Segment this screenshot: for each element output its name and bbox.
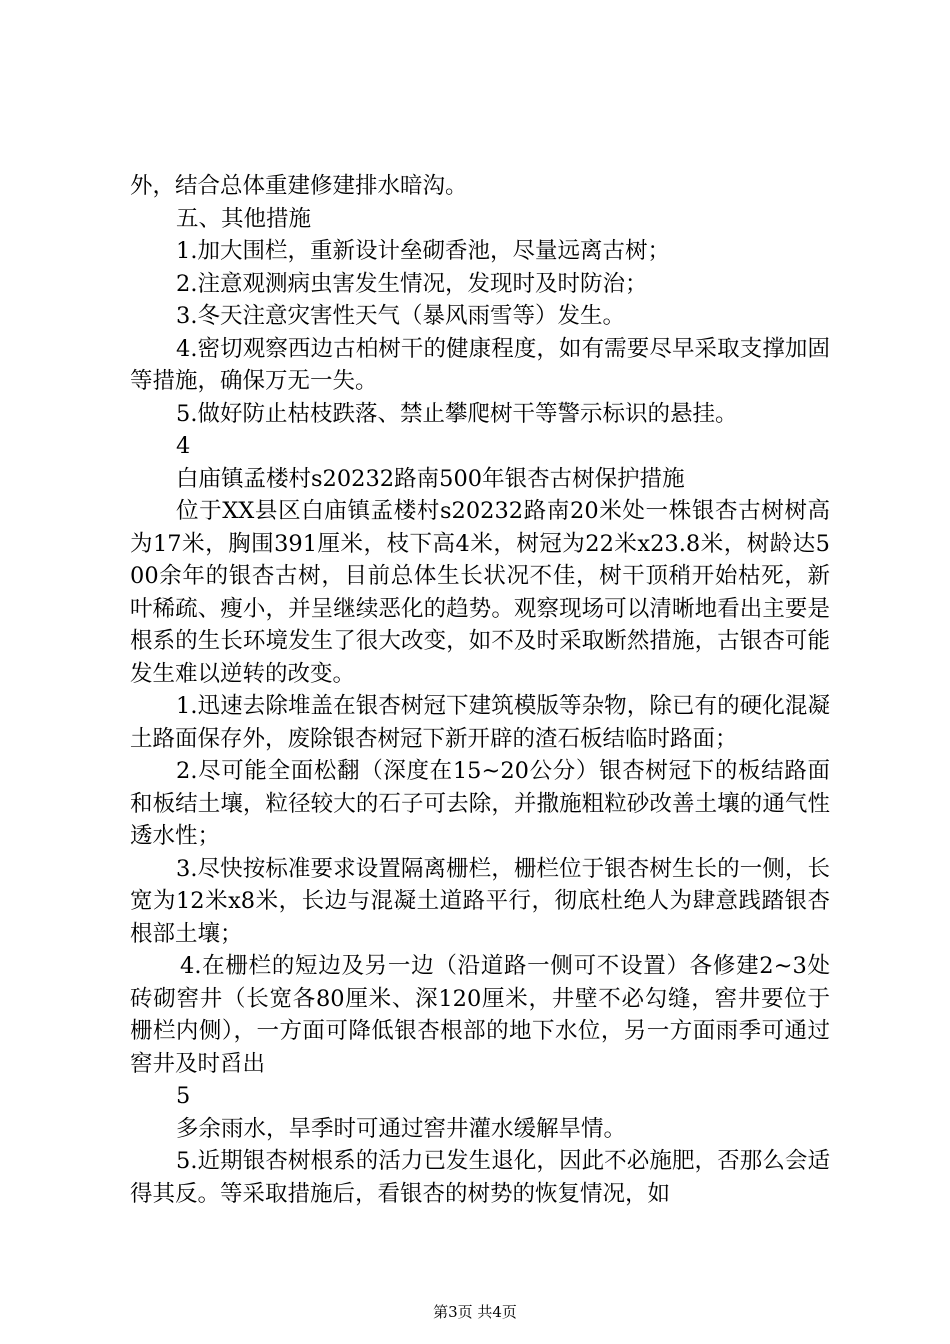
list-item: 2.尽可能全面松翻（深度在15~20公分）银杏树冠下的板结路面和板结土壤，粒径较大的石子可去除，并撒施粗粒砂改善土壤的通气性透水性； xyxy=(130,758,830,849)
page-footer xyxy=(0,1302,950,1322)
paragraph: 位于XX县区白庙镇孟楼村s20232路南20米处一株银杏古树树高为17米，胸围391厘米，枝下高4米，树冠为22米x23.8米，树龄达500余年的银杏古树，目前总体生长状况不佳，树干顶稍开始枯死，新叶稀疏、瘦小，并呈继续恶化的趋势。观察现场可以清晰地看出主要是根系的生长环境发生了很大改变，如不及时采取断然措施，古银杏可能发生难以逆转的改变。 xyxy=(130,498,830,687)
list-item: 1.迅速去除堆盖在银杏树冠下建筑模版等杂物，除已有的硬化混凝土路面保存外，废除银杏树冠下新开辟的渣石板结临时路面； xyxy=(130,693,830,752)
list-item: 1.加大围栏，重新设计垒砌香池，尽量远离古树； xyxy=(176,238,670,264)
page-indicator: 第3页 共4页 xyxy=(433,1303,517,1321)
list-item: 4.在栅栏的短边及另一边（沿道路一侧可不设置）各修建2~3处砖砌窖井（长宽各80厘米、深120厘米，井壁不必勾缝，窖井要位于栅栏内侧），一方面可降低银杏根部的地下水位，另一方面雨季可通过窖井及时舀出 xyxy=(130,953,830,1077)
list-item: 5.做好防止枯枝跌落、禁止攀爬树干等警示标识的悬挂。 xyxy=(176,400,738,427)
document-body xyxy=(130,170,830,1210)
section-number: 5 xyxy=(176,1083,191,1109)
list-item: 3.冬天注意灾害性天气（暴风雨雪等）发生。 xyxy=(176,303,625,329)
list-item: 3.尽快按标准要求设置隔离栅栏，栅栏位于银杏树生长的一侧，长宽为12米x8米，长边与混凝土道路平行，彻底杜绝人为肆意践踏银杏根部土壤； xyxy=(130,855,830,947)
section-title: 白庙镇孟楼村s20232路南500年银杏古树保护措施 xyxy=(176,465,685,492)
paragraph: 多余雨水，旱季时可通过窖井灌水缓解旱情。 xyxy=(176,1115,627,1142)
section-number: 4 xyxy=(176,433,191,459)
list-item: 2.注意观测病虫害发生情况，发现时及时防治； xyxy=(176,270,648,297)
paragraph-continuation: 外，结合总体重建修建排水暗沟。 xyxy=(130,173,468,199)
section-heading: 五、其他措施 xyxy=(176,205,312,232)
list-item: 5.近期银杏树根系的活力已发生退化，因此不必施肥，否那么会适得其反。等采取措施后，看银杏的树势的恢复情况，如 xyxy=(130,1148,830,1207)
list-item: 4.密切观察西边古柏树干的健康程度，如有需要尽早采取支撑加固等措施，确保万无一失。 xyxy=(130,335,830,394)
